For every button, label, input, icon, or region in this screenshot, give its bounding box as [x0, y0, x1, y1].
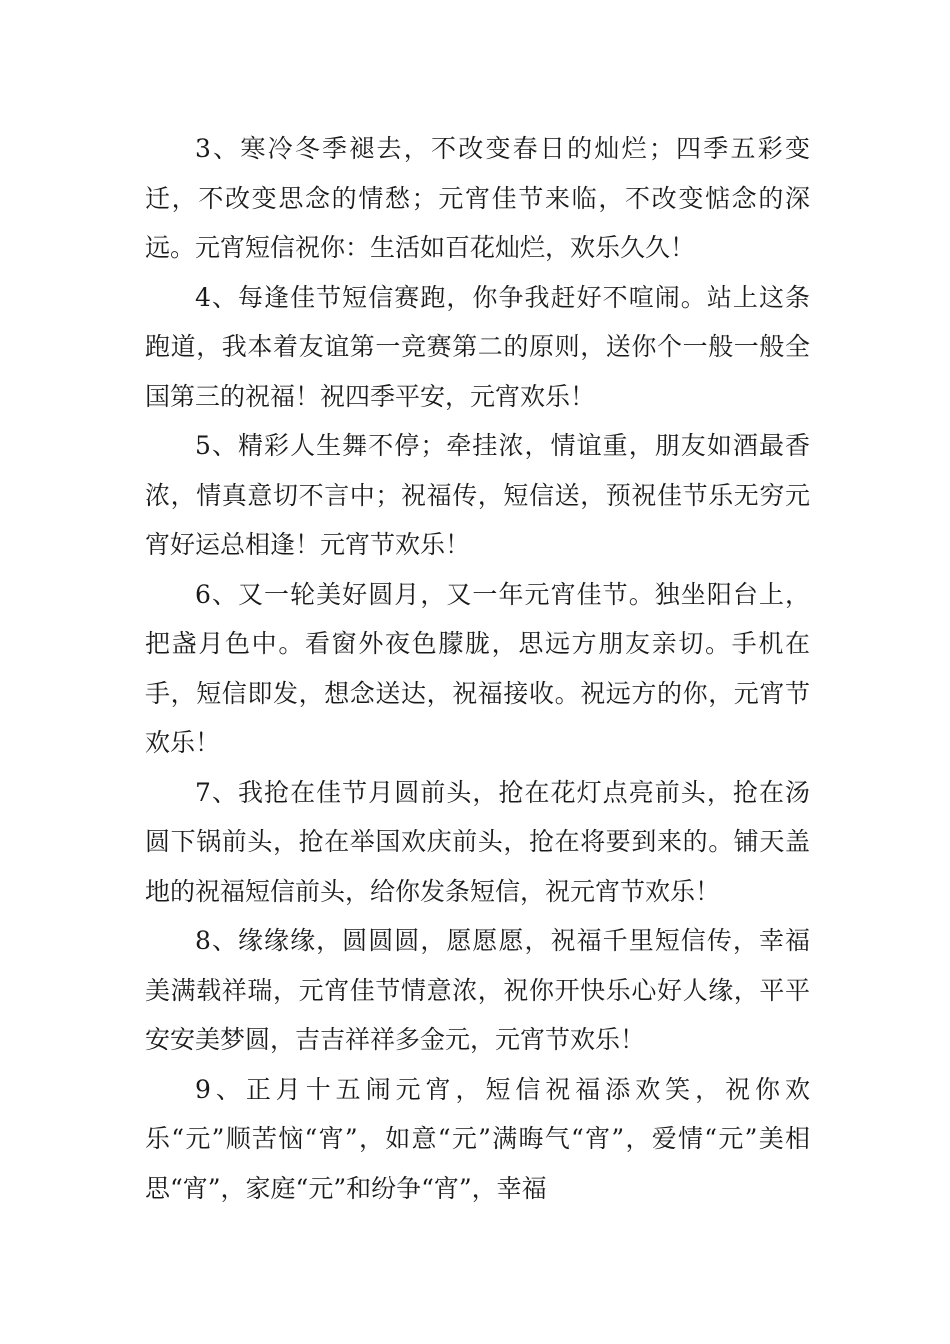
paragraph-9: 9、正月十五闹元宵，短信祝福添欢笑，祝你欢乐“元”顺苦恼“宵”，如意“元”满晦气“宵”，爱情“元”美相思“宵”，家庭“元”和纷争“宵”，幸福: [145, 1074, 810, 1203]
paragraph-5: 5、精彩人生舞不停；牵挂浓，情谊重，朋友如酒最香浓，情真意切不言中；祝福传，短信送，预祝佳节乐无穷元宵好运总相逢！元宵节欢乐！: [145, 431, 810, 559]
paragraph-4: 4、每逢佳节短信赛跑，你争我赶好不喧闹。站上这条跑道，我本着友谊第一竞赛第二的原则，送你个一般一般全国第三的祝福！祝四季平安，元宵欢乐！: [145, 282, 810, 411]
paragraph-8: 8、缘缘缘，圆圆圆，愿愿愿，祝福千里短信传，幸福美满载祥瑞，元宵佳节情意浓，祝你开快乐心好人缘，平平安安美梦圆，吉吉祥祥多金元，元宵节欢乐！: [145, 926, 810, 1054]
paragraph-7: 7、我抢在佳节月圆前头，抢在花灯点亮前头，抢在汤圆下锅前头，抢在举国欢庆前头，抢在将要到来的。铺天盖地的祝福短信前头，给你发条短信，祝元宵节欢乐！: [145, 777, 810, 906]
paragraph-3: 3、寒冷冬季褪去，不改变春日的灿烂；四季五彩变迁，不改变思念的情愁；元宵佳节来临，不改变惦念的深远。元宵短信祝你：生活如百花灿烂，欢乐久久！: [145, 134, 810, 262]
document-body: [145, 124, 810, 1213]
paragraph-6: 6、又一轮美好圆月，又一年元宵佳节。独坐阳台上，把盏月色中。看窗外夜色朦胧，思远方朋友亲切。手机在手，短信即发，想念送达，祝福接收。祝远方的你，元宵节欢乐！: [145, 579, 810, 757]
